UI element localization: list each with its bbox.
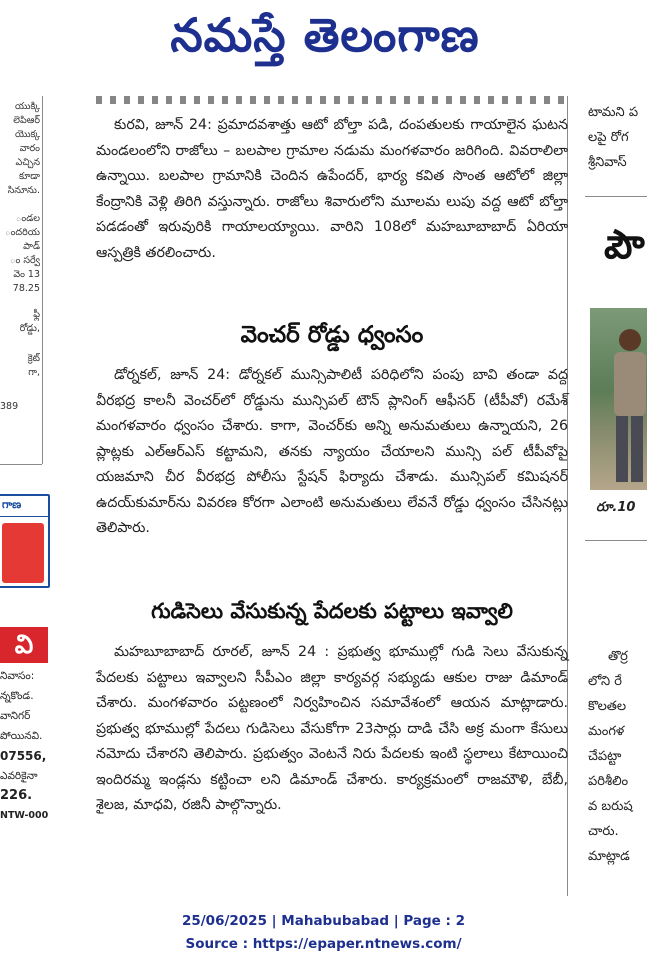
newspaper-logo: నమస్తే తెలంగాణ [170, 8, 480, 62]
left-fragment-line: ందరియ [5, 227, 40, 238]
right-fragment-line: మంగళ [588, 724, 625, 739]
article3-body: మహబూబాబాద్ రూరల్, జూన్ 24 : ప్రభుత్వ భూముల్లో గుడి సెలు వేసుకున్న పేదలకు పట్టాలు ఇవ్వాలని సీపీఎం జిల్లా కార్యవర్గ సభ్యుడు ఆకుల రాజు డిమాండ్ చేశారు. మంగళవారం పట్టణంలో నిర్వహించిన సమావేశంలో ఆయన మాట్లాడారు. ప్రభుత్వ భూముల్లో పేదలు గుడిసెలు వేసుకోగా 23సార్లు దాడి చేసి అక్ర మంగా కేసులు నమోదు చేశారని తెలిపారు. ప్రభుత్వం వెంటనే నిరు పేదలకు ఇంటి స్థలాలు కేటాయించి ఇందిరమ్మ ఇండ్లను కట్టించా లని డిమాండ్ చేశారు. కార్యక్రమంలో రాజమౌళి, బేబీ, శైలజ, మాధవి, రజినీ పాల్గొన్నారు. [96, 644, 568, 813]
right-fragment-line: పరిశీలిం [588, 774, 629, 789]
person-photo-icon [590, 308, 647, 490]
left-fragment-line: యుక్కి [14, 101, 40, 112]
right-fragment-top [588, 100, 647, 175]
left-fragment-line: సినూను. [7, 185, 40, 196]
article2-body: డోర్నకల్, జూన్ 24: డోర్నకల్ మున్సిపాలిటీ పరిధిలోని పంపు బావి తండా వద్ద వీరభద్ర కాలనీ వెంచర్‌లో రోడ్డును మున్సిపల్ టౌన్ ప్లానింగ్ ఆఫీసర్ (టీపీవో) రమేశ్ మంగళవారం ధ్వంసం చేశారు. కాగా, వెంచర్‌కు అన్ని అనుమతులు ఉన్నాయని, 26 ప్లాట్లకు ఎల్‌ఆర్‌ఎస్ కట్టామని, తనకు న్యాయం చేయాలని మున్సి పల్ టీపీవోపై యజమాని చీర వీరభద్ర పోలీసు స్టేషన్ ఫిర్యాదు చేశాడు. మున్సిపల్ కమిషనర్ ఉదయ్‌కుమార్‌ను వివరణ కోరగా ఎలాంటి అనుమతులు లేవనే రోడ్డు ధ్వంసం చేసినట్లు తెలిపారు. [96, 367, 568, 536]
right-fragment-rule [585, 196, 647, 197]
article2-headline: వెంచర్ రోడ్డు ధ్వంసం [240, 322, 424, 348]
left-fragment-text [0, 100, 40, 414]
right-fragment-line: మాట్లాడ [588, 849, 630, 864]
left-fragment-line: కూడా [19, 171, 40, 182]
masthead [0, 0, 647, 82]
right-fragment-lower [588, 644, 647, 869]
left-fragment-line: ఫ్లీ [33, 309, 40, 320]
right-fragment-line: టామని ప [588, 105, 639, 120]
right-fragment-headline: పౌ [604, 222, 645, 268]
right-fragment-divider [585, 540, 647, 541]
article1-partial-heading [96, 96, 568, 106]
right-fragment-photo [590, 308, 647, 490]
left-fragment-line: 78.25 [12, 283, 40, 294]
left-classified-amount: 226. [0, 788, 33, 803]
right-fragment-line: లపై రోగ [588, 130, 629, 145]
article3-headline: గుడిసెలు వేసుకున్న పేదలకు పట్టాలు ఇవ్వాలి [151, 599, 513, 623]
left-fragment-line: రోడ్డు, [19, 323, 40, 334]
left-advertisement [0, 494, 50, 588]
left-fragment-line: లెపిఆర్ [13, 115, 40, 126]
article-venture-road [96, 363, 568, 542]
left-fragment-line: యొక్క [14, 129, 40, 140]
ad-graphic [2, 523, 44, 583]
right-fragment-line: లోని రే [588, 674, 623, 689]
photo-caption: రూ.10 [596, 500, 636, 515]
article-huts-pattas [96, 640, 568, 819]
left-fragment-divider [0, 464, 42, 465]
left-fragment-line: క్రెట్ [27, 353, 40, 364]
left-classified-line: పోయినవి. [0, 730, 43, 742]
right-fragment-line: చేపట్టా [588, 749, 622, 764]
left-classified-line: వానిగర్ [0, 710, 31, 722]
left-fragment-line: వారం [19, 143, 40, 154]
right-fragment-line: తొర్ర [608, 649, 628, 664]
left-fragment-code: 389 [0, 401, 19, 412]
left-fragment-line: వెం 13 [13, 269, 40, 280]
right-fragment-line: కొలతల [588, 699, 627, 714]
right-fragment-line: చారు. [588, 824, 619, 839]
footer-source-link[interactable]: Source : https://epaper.ntnews.com/ [185, 936, 462, 952]
left-classified-line: ఎవరికైనా [0, 770, 38, 782]
article-auto-accident [96, 113, 568, 266]
right-fragment-line: వ బరుష [588, 799, 633, 814]
left-classified-line: నివాసం: [0, 670, 35, 682]
left-classified-fragment [0, 666, 56, 826]
left-classified-code: NTW-000 [0, 810, 49, 821]
left-classified-line: న్నకొండ. [0, 690, 34, 702]
ad-badge: గాణ [0, 496, 48, 517]
left-fragment-line: ండల [15, 213, 40, 224]
left-section-banner: వి [0, 627, 48, 663]
left-classified-phone: 07556, [0, 749, 47, 763]
right-fragment-line: శ్రీనివాస్ [588, 155, 627, 170]
article1-body: కురవి, జూన్ 24: ప్రమాదవశాత్తు ఆటో బోల్తా పడి, దంపతులకు గాయాలైన ఘటన మండలంలోని రాజోలు – బలపాల గ్రామాల నడుమ మంగళవారం జరిగింది. వివరాలిలా ఉన్నాయి. బలపాల గ్రామానికి చెందిన ఉపేందర్, భార్య కవిత సొంత ఆటోలో జిల్లా కేంద్రానికి వెళ్లి తిరిగి వస్తున్నారు. రాజోలు శివారులోని మూలమ లుపు వద్ద ఆటో బోల్తా పడడంతో ఇరువురికి గాయాలయ్యాయి. వారిని 108లో మహబూబాబాద్ ఏరియా ఆస్పత్రికి తరలించారు. [96, 117, 568, 261]
left-fragment-line: పాడ్ [23, 241, 40, 252]
column-rule-left-top [42, 96, 43, 464]
left-fragment-line: ం సర్వే [10, 255, 40, 266]
left-fragment-line: గా, [28, 367, 40, 378]
footer-date-edition: 25/06/2025 | Mahabubabad | Page : 2 [181, 913, 466, 929]
left-fragment-line: ఎచ్చిన [15, 157, 40, 168]
